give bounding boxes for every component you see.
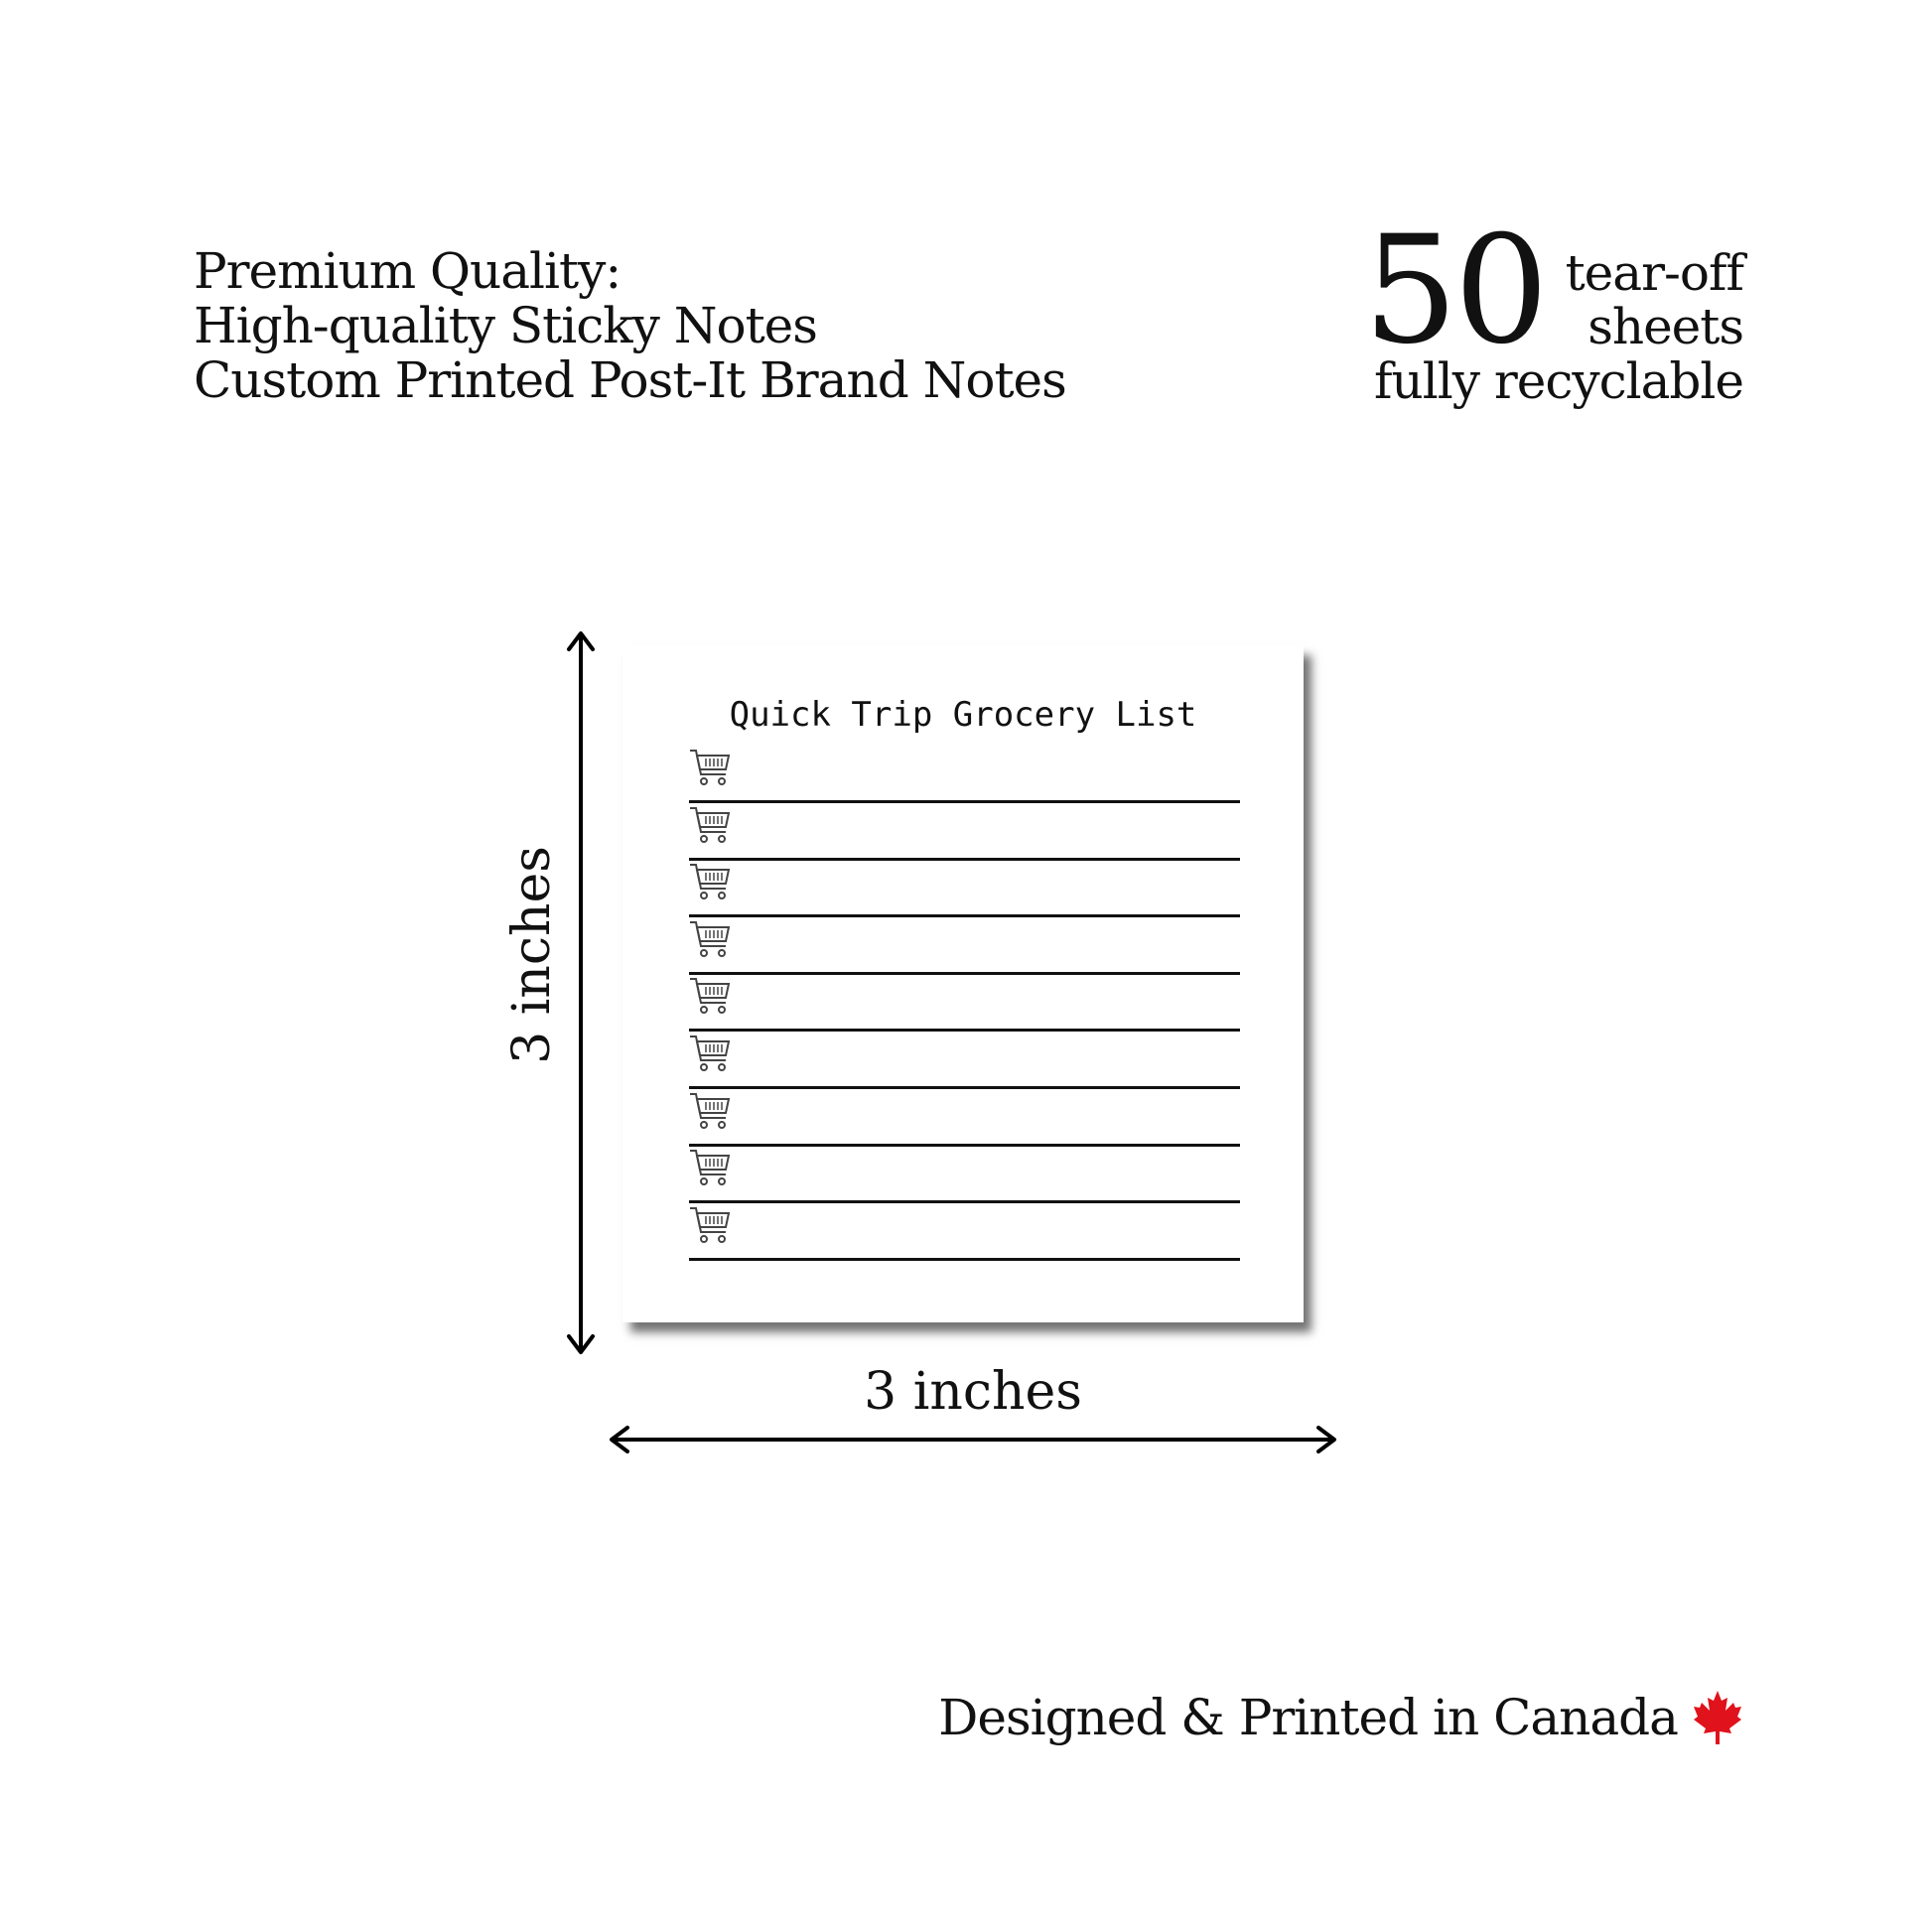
premium-line-1: Premium Quality:	[194, 242, 621, 300]
list-item	[689, 1034, 1240, 1089]
list-item	[689, 748, 1240, 803]
maple-leaf-icon	[1692, 1689, 1743, 1746]
shopping-cart-icon	[689, 805, 731, 845]
write-line	[689, 1086, 1240, 1089]
list-item	[689, 1205, 1240, 1261]
write-line	[689, 1029, 1240, 1032]
list-item	[689, 805, 1240, 861]
sheet-count: 50	[1363, 205, 1545, 377]
sticky-note	[622, 645, 1304, 1322]
premium-line-2: High-quality Sticky Notes	[194, 297, 817, 354]
write-line	[689, 914, 1240, 917]
shopping-cart-icon	[689, 976, 731, 1016]
write-line	[689, 1144, 1240, 1147]
shopping-cart-icon	[689, 1205, 731, 1245]
shopping-cart-icon	[689, 748, 731, 787]
list-item	[689, 862, 1240, 917]
write-line	[689, 1258, 1240, 1261]
shopping-cart-icon	[689, 862, 731, 901]
width-label: 3 inches	[864, 1362, 1082, 1422]
recyclable-label: fully recyclable	[1374, 352, 1743, 410]
premium-line-3: Custom Printed Post-It Brand Notes	[194, 351, 1066, 409]
premium-quality-text	[194, 244, 1066, 408]
shopping-cart-icon	[689, 1091, 731, 1131]
shopping-cart-icon	[689, 919, 731, 959]
tear-off-label: tear-off	[1565, 244, 1743, 302]
list-item	[689, 1091, 1240, 1147]
sheets-info	[1326, 205, 1743, 415]
list-item	[689, 919, 1240, 975]
write-line	[689, 1200, 1240, 1203]
made-in-canada-text: Designed & Printed in Canada	[938, 1689, 1678, 1746]
list-item	[689, 976, 1240, 1032]
height-label: 3 inches	[502, 846, 562, 1064]
width-arrow-icon	[606, 1420, 1340, 1459]
list-item	[689, 1148, 1240, 1203]
write-line	[689, 800, 1240, 803]
footer	[938, 1688, 1743, 1747]
write-line	[689, 972, 1240, 975]
note-title: Quick Trip Grocery List	[729, 695, 1197, 735]
height-arrow-icon	[563, 627, 599, 1358]
write-line	[689, 858, 1240, 861]
shopping-cart-icon	[689, 1148, 731, 1187]
sheets-label: sheets	[1587, 298, 1743, 355]
shopping-cart-icon	[689, 1034, 731, 1073]
